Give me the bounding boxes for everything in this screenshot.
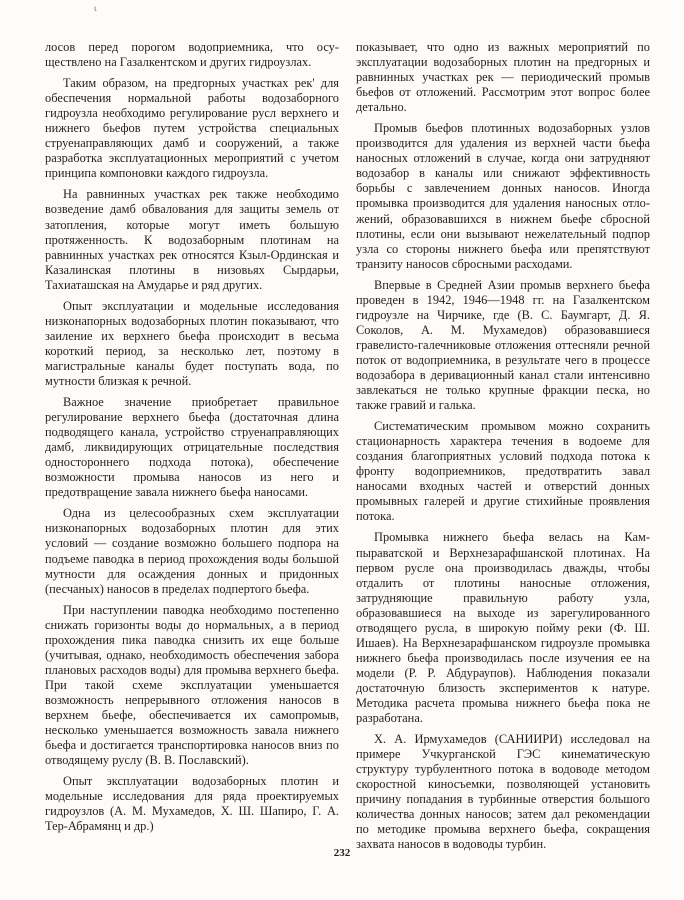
- corner-mark: ι: [94, 4, 97, 13]
- paragraph: Опыт эксплуатации водозаборных плотин и модельные исследования для ряда проектируемых гидроузлов (А. М. Мухамедов, Х. Ш. Шапиро, Г. А. Тер-Абрамянц и др.): [45, 774, 339, 834]
- right-column: [356, 40, 650, 858]
- paragraph: Х. А. Ирмухамедов (САНИИРИ) исследовал на примере Учкурганской ГЭС кинематическую структуру турбулентного потока в водоводе методом скоростной киносъемки, позволяющей установить причину попадания в турбинные отверстия большого количества донных наносов; затем дал рекомендации по методике промыва верхнего бьефа, сокращения захвата наносов в водоводы турбин.: [356, 732, 650, 852]
- paragraph: Впервые в Средней Азии промыв верхнего бьефа проведен в 1942, 1946—1948 гг. на Газалкентском гидроузле на Чирчике, где (В. С. Баумгарт, Д. Я. Соколов, А. М. Мухамедов) образовавшиеся гравелисто-галечниковые отложения оттесняли речной поток от водоприемника, в результате чего в процессе водозабора в деривационный канал стали интенсивно завлекаться не только крупные фракции песка, но также гравий и галька.: [356, 277, 650, 413]
- paragraph: Одна из целесообразных схем эксплуатации низконапорных водозаборных плотин для этих условий — создание возможно большего подпора на подъеме паводка в период прохождения воды большой мутности для осаждения донных и придонных (песчаных) наносов в пределах подпертого бьефа.: [45, 506, 339, 596]
- paragraph: Таким образом, на предгорных участках рек' для обеспечения нормальной работы водозаборного гидроузла необходимо регулирование русл верхнего и нижнего бьефов путем устройства специальных струенаправляющих дамб и сооружений, а также разработка эксплуатационных мероприятий с учетом принципа компоновки каждого гидроузла.: [45, 76, 339, 181]
- paragraph: показывает, что одно из важных мероприятий по эксплуатации водозаборных плотин на предгорных и равнинных участках рек — периодический промыв бьефов от отложений. Рассмотрим этот вопрос более детально.: [356, 40, 650, 115]
- paragraph: Важное значение приобретает правильное регулирование верхнего бьефа (достаточная длина подводящего канала, устройство струенаправляющих дамб, ликвидирующих отрицательные последствия одностороннего подхода потока), обеспечение возможности промыва наносов из него и предотвращение завала нижнего бьефа наносами.: [45, 395, 339, 500]
- paragraph: При наступлении паводка необходимо постепенно снижать горизонты воды до нормальных, а в период прохождения пика паводка снизить их еще больше (учитывая, однако, необходимость обеспечения забора плановых расходов воды) для промыва верхнего бьефа. При такой схеме эксплуатации уменьшается возможность непрерывного отложения наносов в верхнем бьефе, обеспечивается их самопромыв, несколько уменьшается возможность завала нижнего бьефа и достигается транспортировка наносов вниз по отводящему руслу (В. В. Пославский).: [45, 602, 339, 768]
- paragraph: Промыв бьефов плотинных водозаборных узлов производится для удаления из верхней части бьефа наносных отложений в случае, когда они затрудняют водозабор в каналы или снижают эффективность борьбы с завлечением донных наносов. Иногда промывка производится для удаления наносных отложений, образовавшихся в нижнем бьефе сбросной плотины, если они вызывают нежелательный подпор узла со стороны нижнего бьефа или препятствуют транзиту наносов сбросными расходами.: [356, 121, 650, 271]
- paragraph: Промывка нижнего бьефа велась на Кампыраватской и Верхнезарафшанской плотинах. На первом русле она производилась дважды, чтобы отдалить от плотины наносные отложения, затрудняющие правильную работу узла, образовавшиеся на выходе из зарегулированного отводящего русла, в широкую пойму реки (Ф. Ш. Ишаев). На Верхнезарафшанском гидроузле промывка нижнего бьефа производилась после изучения ее на модели (Р. Р. Абдураупов). Наблюдения показали достаточную близость экспериментов к натуре. Методика расчета промыва нижнего бьефа пока не разработана.: [356, 530, 650, 726]
- page-number: 232: [333, 847, 351, 859]
- left-column: [45, 40, 339, 840]
- paragraph: Систематическим промывом можно сохранить стационарность характера течения в водоеме для создания благоприятных условий подхода потока к фронту водоприемников, предотвратить завал наносами входных частей и отверстий донных промывных галерей и другие стихийные проявления потока.: [356, 419, 650, 524]
- paragraph: лосов перед порогом водоприемника, что осуществлено на Газалкентском и других гидроузлах.: [45, 40, 339, 70]
- paragraph: На равнинных участках рек также необходимо возведение дамб обвалования для защиты земель от затопления, которые могут иметь большую протяженность. К водозаборным плотинам на равнинных участках рек относятся Кзыл-Ординская и Казалинская плотины в низовьях Сырдарьи, Тахиаташская на Амударье и ряд других.: [45, 187, 339, 292]
- paragraph: Опыт эксплуатации и модельные исследования низконапорных водозаборных плотин показывают, что заиление их верхнего бьефа происходит в весьма короткий период, за несколько лет, поэтому в магистральные каналы будет поступать вода, по мутности близкая к речной.: [45, 298, 339, 388]
